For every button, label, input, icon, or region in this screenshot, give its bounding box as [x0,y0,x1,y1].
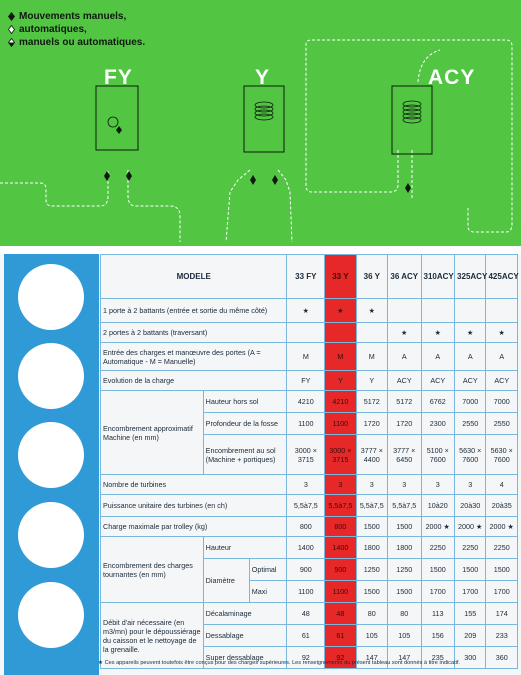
table-row: Diamètre Optimal 900 900 1250 1250 1500 1500 1500 [101,559,518,581]
legend-item: automatiques, [8,23,145,36]
decorative-sidebar [4,254,99,675]
machine-label-acy: ACY [428,66,476,89]
circle-shape [18,264,84,330]
model-spec-table [100,254,518,669]
header-row: MODELE 33 FY 33 Y 36 Y 36 ACY 310ACY 325ACY 425ACY [101,255,518,299]
legend-item: manuels ou automatiques. [8,36,145,49]
circle-shape [18,343,84,409]
table-row: Maxi 1100 1100 1500 1500 1700 1700 1700 [101,581,518,603]
table-row: Dessablage 61 61 105 105 156 209 233 [101,625,518,647]
machine-label-fy: FY [104,66,133,89]
table-row: Encombrement des charges tournantes (en mm) Hauteur 1400 1400 1800 1800 2250 2250 2250 [101,537,518,559]
table-row: Entrée des charges et manœuvre des portes (A = Automatique - M = Manuelle) M M M A A A A [101,343,518,371]
circle-shape [18,582,84,648]
model-table-wrap [100,254,521,664]
table-row: Profondeur de la fosse 1100 1100 1720 1720 2300 2550 2550 [101,413,518,435]
table-row: Charge maximale par trolley (kg) 800 800 1500 1500 2000 ★ 2000 ★ 2000 ★ [101,517,518,537]
table-row: Super dessablage 92 92 147 147 235 300 360 [101,647,518,669]
diagram-panel [0,0,521,246]
table-row: Puissance unitaire des turbines (en ch) 5,5à7,5 5,5à7,5 5,5à7,5 5,5à7,5 10à20 20à30 20à35 [101,495,518,517]
trolley-path-diagram [0,0,521,246]
footnote: ★ Ces appareils peuvent toutefois être conçus pour des charges supérieures. Les renseignements du présent tableau sont donnés à titre indicatif. [98,660,460,666]
legend-item: Mouvements manuels, [8,10,145,23]
table-row: 2 portes à 2 battants (traversant) ★ ★ ★ ★ [101,323,518,343]
circle-shape [18,502,84,568]
table-row: Encombrement au sol (Machine + portiques) 3000 × 3715 3000 × 3715 3777 × 4400 3777 × 6450 5100 × 7600 5630 × 7600 5630 × 7600 [101,435,518,475]
table-row: Evolution de la charge FY Y Y ACY ACY ACY ACY [101,371,518,391]
table-row: Nombre de turbines 3 3 3 3 3 3 4 [101,475,518,495]
table-row: 1 porte à 2 battants (entrée et sortie du même côté) ★ ★ ★ [101,299,518,323]
table-row: Débit d'air nécessaire (en m3/mn) pour le dépoussiérage du caisson et le nettoyage de la grenaille. Décalaminage 48 48 80 80 113 155 174 [101,603,518,625]
table-row: Encombrement approximatif Machine (en mm) Hauteur hors sol 4210 4210 5172 5172 6762 7000 7000 [101,391,518,413]
circle-shape [18,422,84,488]
machine-label-y: Y [255,66,271,89]
